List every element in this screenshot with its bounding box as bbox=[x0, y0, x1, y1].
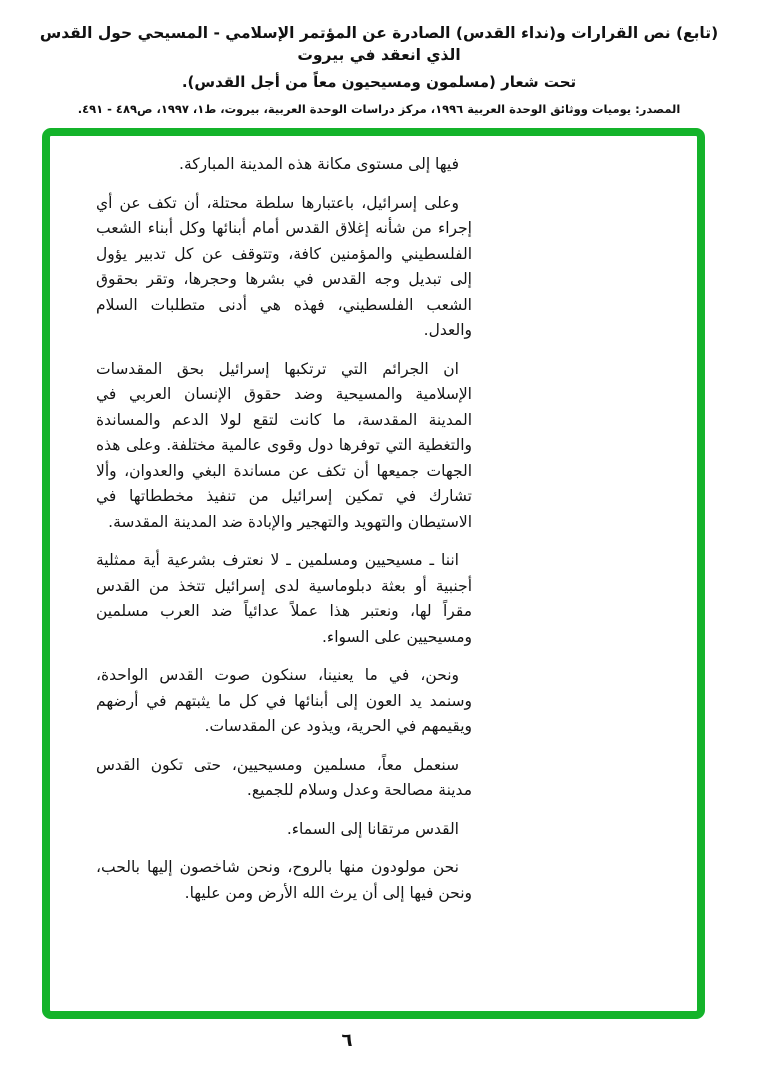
header-source-citation: المصدر: يوميات ووثائق الوحدة العربية ١٩٩٦، مركز دراسات الوحدة العربية، بيروت، ط١، ١٩٩٧، ص٤٨٩ - ٤٩١. bbox=[77, 102, 681, 116]
page-number: ٦ bbox=[341, 1030, 353, 1051]
body-paragraph: القدس مرتقانا إلى السماء. bbox=[286, 819, 459, 838]
body-paragraph: نحن مولودون منها بالروح، ونحن شاخصون إليها بالحب، ونحن فيها إلى أن يرث الله الأرض ومن عليها. bbox=[96, 858, 472, 902]
document-header bbox=[20, 22, 738, 117]
header-title-line1: (تابع) نص القرارات و(نداء القدس) الصادرة عن المؤتمر الإسلامي - المسيحي حول القدس الذي انعقد في بيروت bbox=[39, 24, 719, 64]
body-paragraph: اننا ـ مسيحيين ومسلمين ـ لا نعترف بشرعية أية ممثلية أجنبية أو بعثة دبلوماسية لدى إسرائيل تتخذ من القدس مقراً لها، ونعتبر هذا عملاً عدائياً ضد العرب مسلمين ومسيحيين على السواء. bbox=[96, 551, 472, 646]
header-title-line2: تحت شعار (مسلمون ومسيحيون معاً من أجل القدس). bbox=[181, 73, 577, 91]
body-paragraph: سنعمل معاً، مسلمين ومسيحيين، حتى تكون القدس مدينة مصالحة وعدل وسلام للجميع. bbox=[96, 755, 472, 799]
body-paragraph: ان الجرائم التي ترتكبها إسرائيل بحق المقدسات الإسلامية والمسيحية وضد حقوق الإنسان العربي في المدينة المقدسة، ما كانت لتقع لولا الدعم والمساندة والتغطية التي توفرها دول وقوى عالمية مختلفة. وعلى هذه الجهات جميعها أن تكف عن مساندة البغي والعدوان، وألا تشارك في تمكين إسرائيل من تنفيذ مخططاتها في الاستيطان والتهويد والتهجير والإبادة ضد المدينة المقدسة. bbox=[96, 359, 472, 531]
body-paragraph: ونحن، في ما يعنينا، سنكون صوت القدس الواحدة، وسنمد يد العون إلى أبنائها في كل ما يثبتهم في أرضهم ويقيمهم في الحرية، ويذود عن المقدسات. bbox=[96, 666, 472, 735]
body-paragraph: وعلى إسرائيل، باعتبارها سلطة محتلة، أن تكف عن أي إجراء من شأنه إغلاق القدس أمام أبنائها وكل أبناء الشعب الفلسطيني والمؤمنين كافة، وتتوقف عن كل تدبير يؤول إلى تبديل وجه القدس في بشرها وحجرها، وتقر بحقوق الشعب الفلسطيني، فهذه هي أدنى متطلبات السلام والعدل. bbox=[96, 193, 472, 339]
body-paragraph: فيها إلى مستوى مكانة هذه المدينة المباركة. bbox=[179, 155, 459, 173]
document-body bbox=[96, 152, 472, 919]
document-frame bbox=[42, 128, 705, 1019]
